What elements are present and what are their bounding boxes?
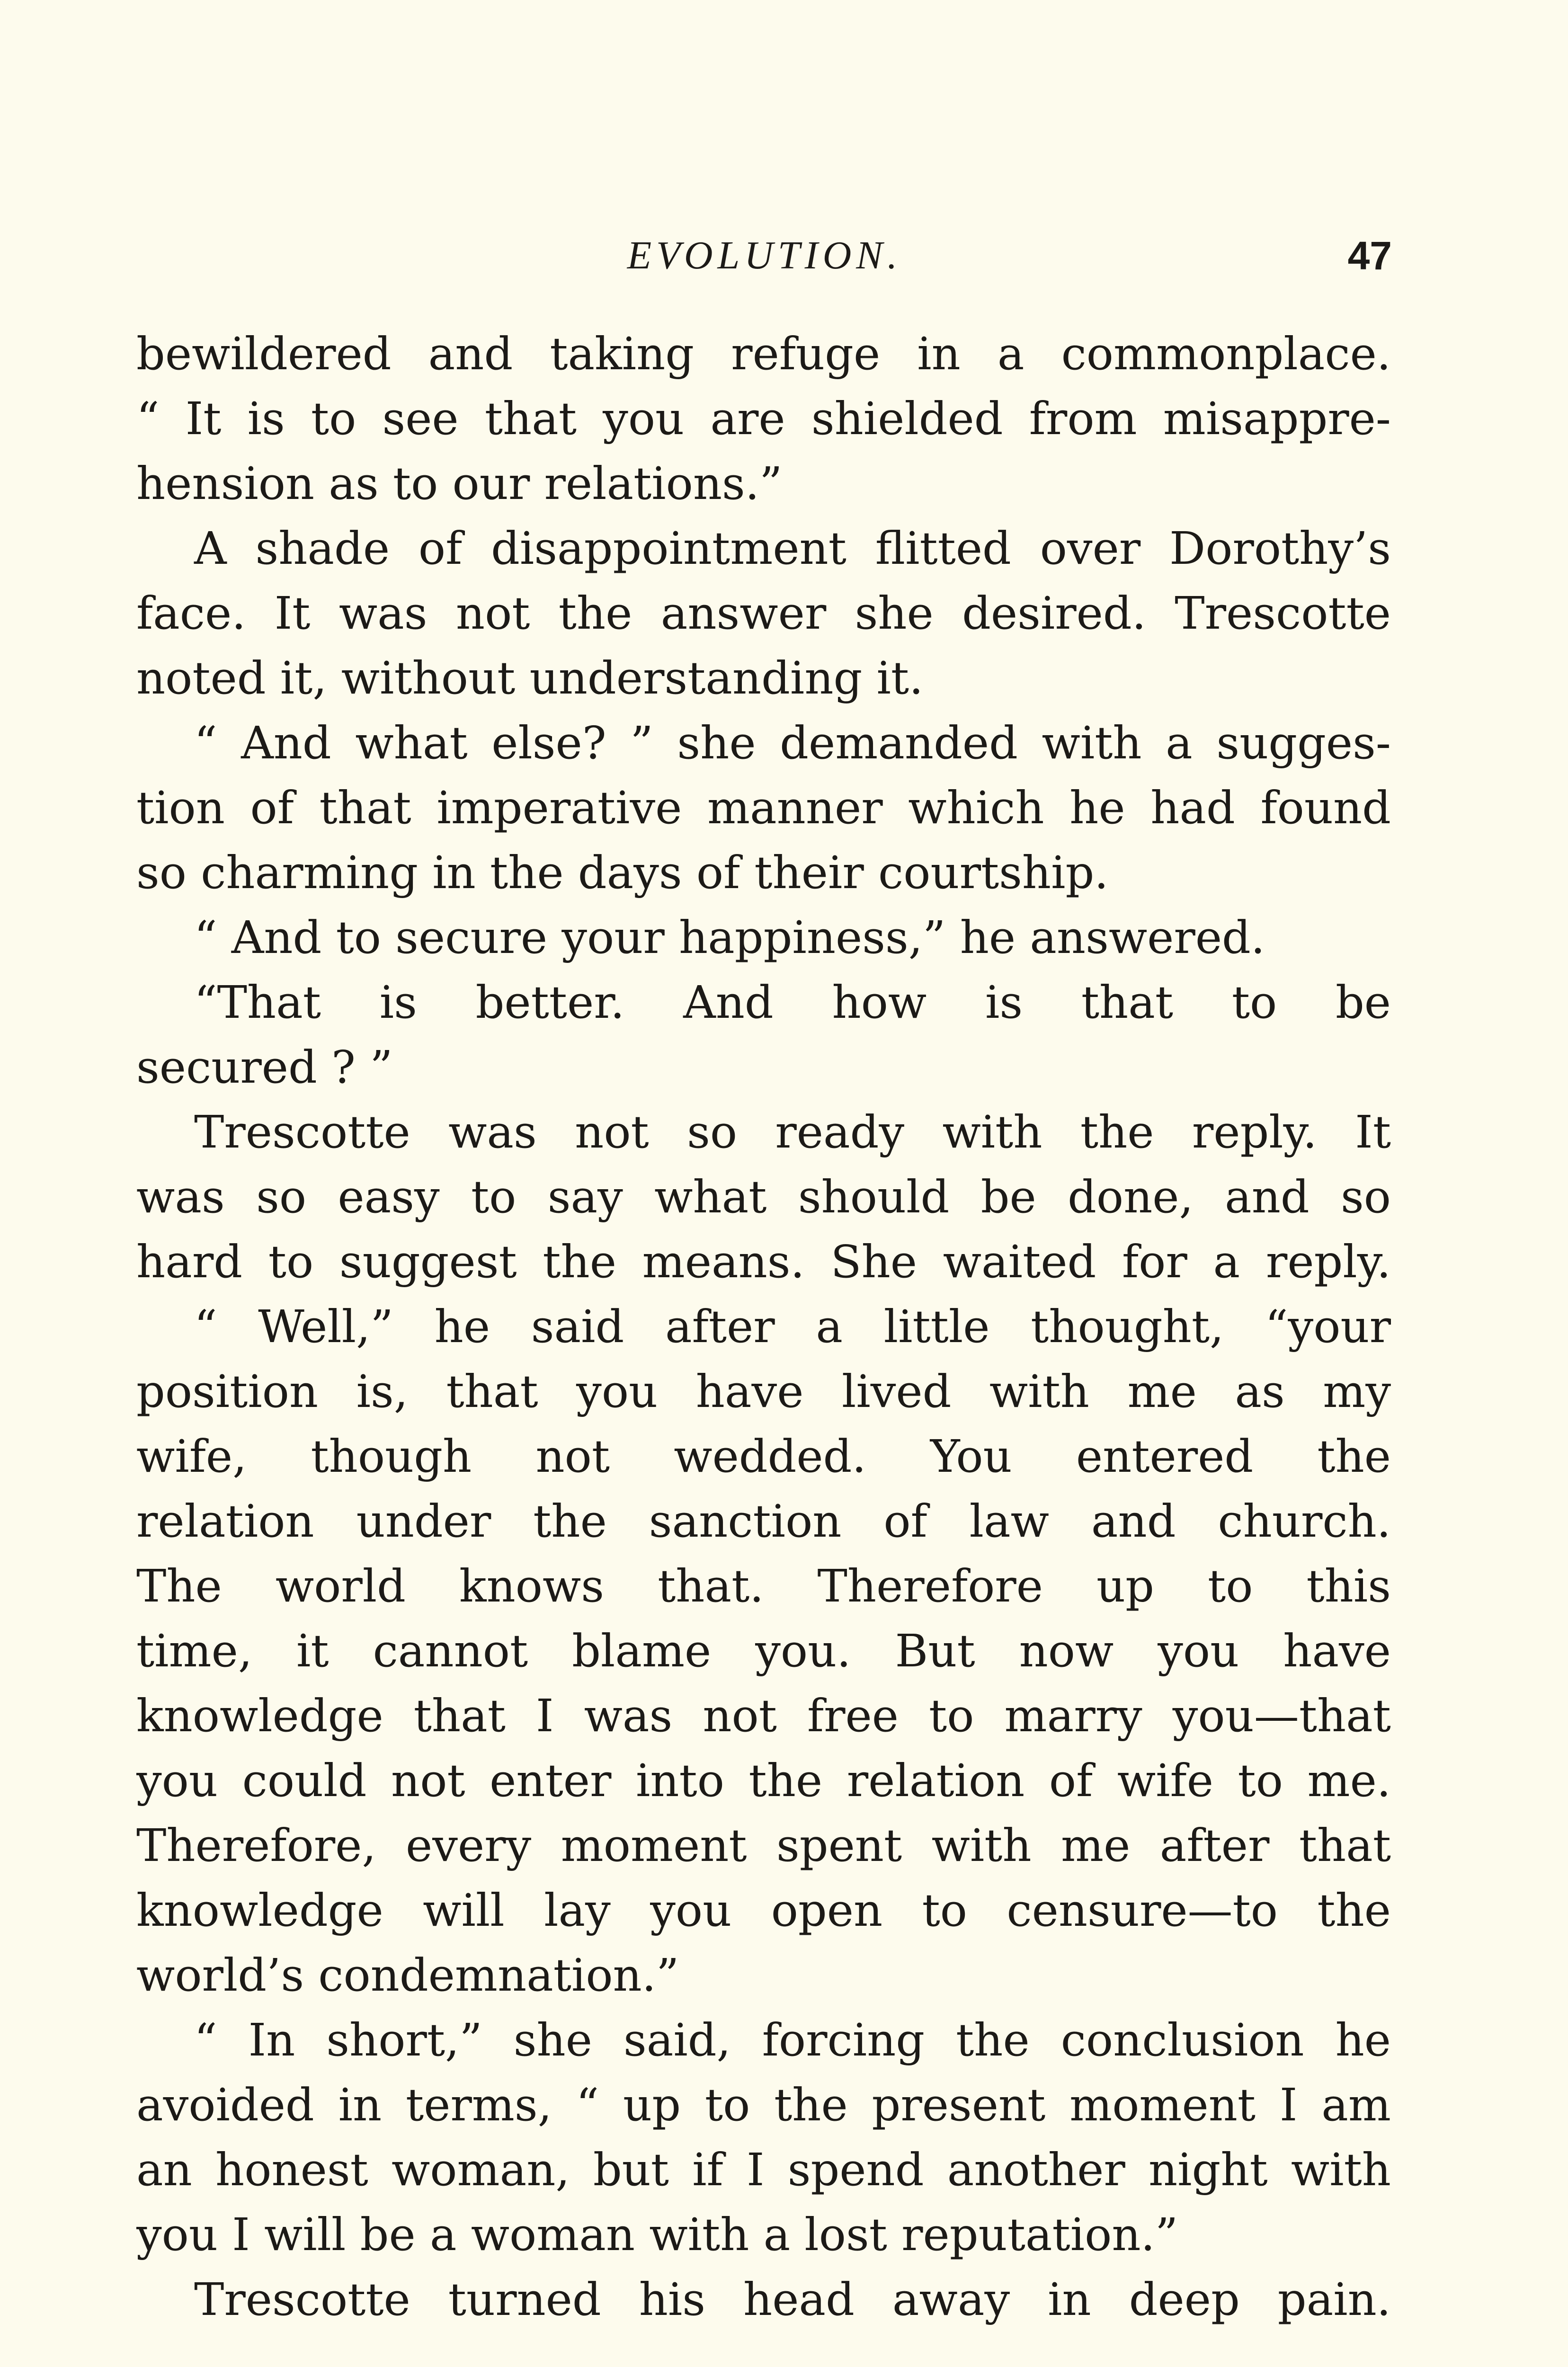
text-line: position is, that you have lived with me as my (136, 1366, 1391, 1418)
text-line: The world knows that. Therefore up to this (136, 1560, 1391, 1612)
text-line: “ It is to see that you are shielded from misappre- (136, 393, 1391, 445)
page-number: 47 (1347, 233, 1392, 278)
text-line: face. It was not the answer she desired. Trescotte (136, 587, 1391, 640)
body-text (136, 322, 1391, 2332)
running-head (137, 230, 1392, 282)
text-line: tion of that imperative manner which he had found (136, 782, 1391, 834)
paragraph-start-line: “ Well,” he said after a little thought, “your (194, 1301, 1391, 1353)
paragraph-start-line: Trescotte turned his head away in deep pain. (194, 2274, 1391, 2326)
text-line: secured ? ” (136, 1041, 393, 1094)
paragraph-start-line: “That is better. And how is that to be (194, 977, 1391, 1029)
text-line: knowledge will lay you open to censure—to the (136, 1885, 1391, 1937)
text-line: was so easy to say what should be done, and so (136, 1171, 1391, 1223)
text-line: an honest woman, but if I spend another night with (136, 2144, 1391, 2196)
text-line: noted it, without understanding it. (136, 652, 924, 704)
text-line: time, it cannot blame you. But now you have (136, 1625, 1391, 1677)
text-line: world’s condemnation.” (136, 1949, 679, 2002)
text-line: hard to suggest the means. She waited for a reply. (136, 1236, 1391, 1288)
text-line: you could not enter into the relation of wife to me. (136, 1755, 1391, 1807)
paragraph-start-line: “ And to secure your happiness,” he answered. (194, 912, 1265, 964)
paragraph-start-line: “ And what else? ” she demanded with a sugges- (194, 717, 1391, 769)
paragraph-start-line: “ In short,” she said, forcing the conclusion he (194, 2014, 1391, 2066)
paragraph-start-line: A shade of disappointment flitted over Dorothy’s (194, 523, 1391, 575)
paragraph-start-line: Trescotte was not so ready with the reply. It (194, 1106, 1391, 1158)
text-line: wife, though not wedded. You entered the (136, 1431, 1391, 1483)
text-line: avoided in terms, “ up to the present moment I am (136, 2079, 1391, 2131)
text-line: bewildered and taking refuge in a commonplace. (136, 328, 1391, 380)
text-line: relation under the sanction of law and church. (136, 1495, 1391, 1548)
text-line: hension as to our relations.” (136, 458, 783, 510)
text-line: so charming in the days of their courtship. (136, 847, 1109, 899)
text-line: knowledge that I was not free to marry you—that (136, 1690, 1391, 1742)
text-line: you I will be a woman with a lost reputation.” (136, 2209, 1178, 2261)
running-head-title: EVOLUTION. (627, 233, 902, 277)
text-line: Therefore, every moment spent with me after that (136, 1820, 1391, 1872)
